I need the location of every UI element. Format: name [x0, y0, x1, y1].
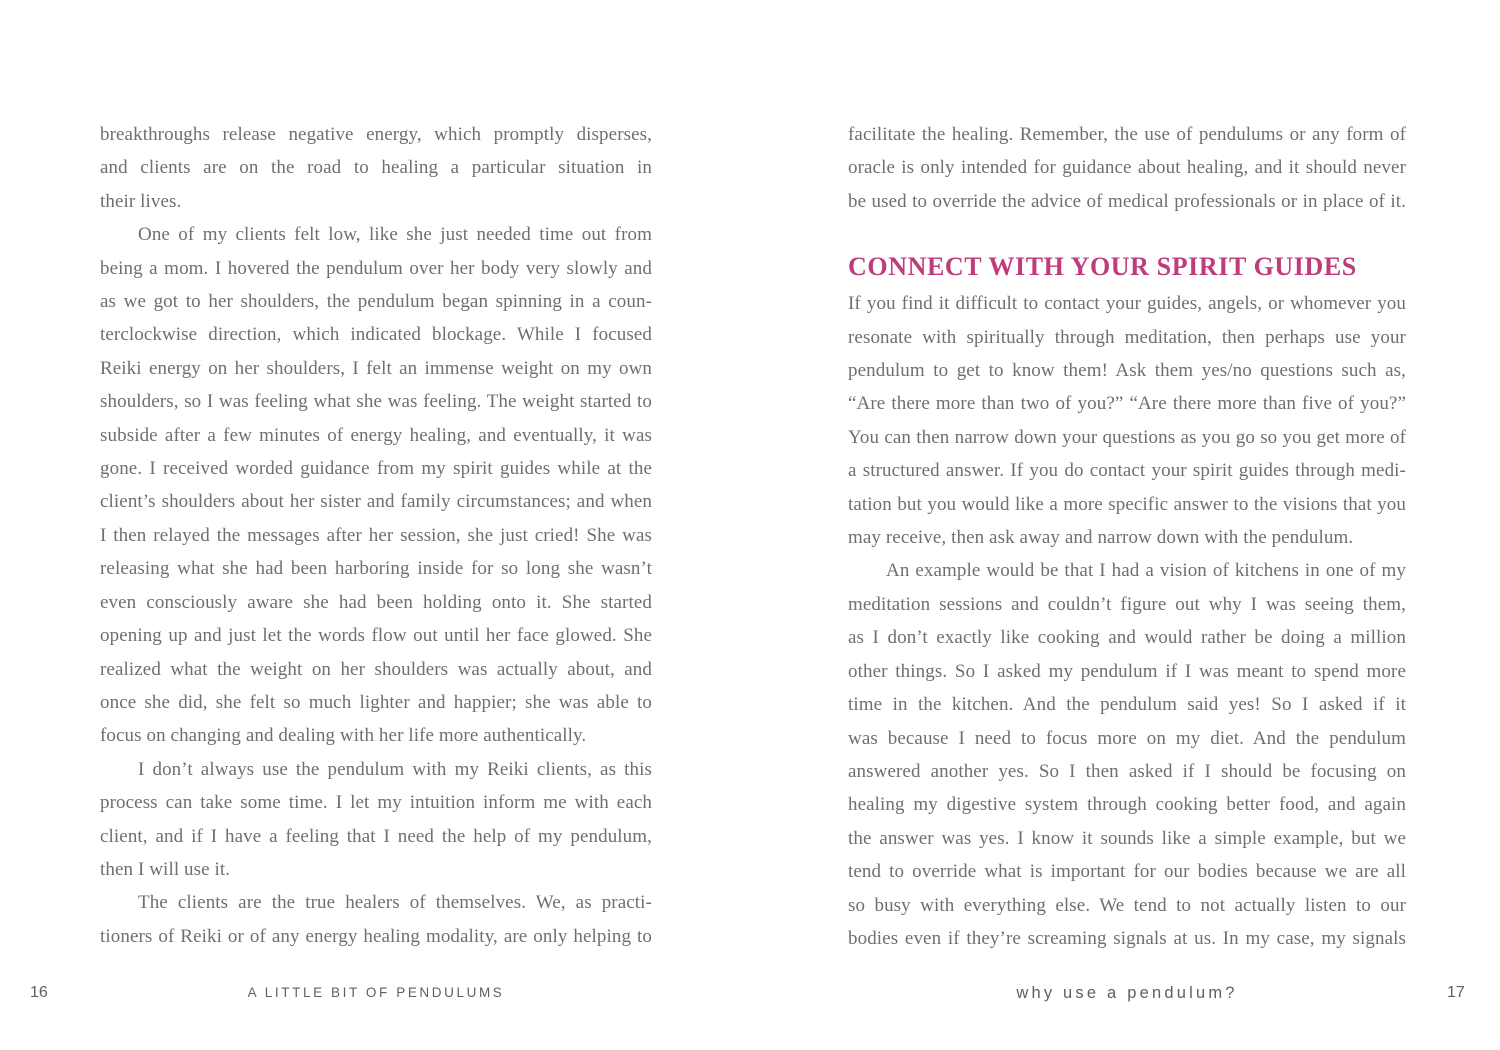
text-line: The clients are the true healers of themselves. We, as practi-	[138, 892, 652, 914]
text-line: tation but you would like a more specific answer to the visions that you	[848, 493, 1406, 515]
text-line: client’s shoulders about her sister and family circumstances; and when	[100, 491, 652, 513]
text-line: pendulum to get to know them! Ask them yes/no questions such as,	[848, 360, 1406, 382]
footer-chapter-title: why use a pendulum?	[1016, 984, 1238, 1002]
text-line: meditation sessions and couldn’t figure out why I was seeing them,	[848, 593, 1406, 615]
text-line: One of my clients felt low, like she just needed time out from	[138, 224, 652, 246]
text-line: releasing what she had been harboring inside for so long she wasn’t	[100, 558, 652, 580]
text-line: terclockwise direction, which indicated blockage. While I focused	[100, 324, 652, 346]
text-line: gone. I received worded guidance from my spirit guides while at the	[100, 458, 652, 480]
text-line: client, and if I have a feeling that I need the help of my pendulum,	[100, 825, 652, 847]
left-page-number: 16	[30, 984, 48, 1001]
text-line: the answer was yes. I know it sounds like a simple example, but we	[848, 827, 1406, 849]
text-line: once she did, she felt so much lighter and happier; she was able to	[100, 691, 652, 713]
text-line: oracle is only intended for guidance about healing, and it should never	[848, 157, 1406, 179]
text-line: breakthroughs release negative energy, which promptly disperses,	[100, 124, 652, 145]
text-line: Reiki energy on her shoulders, I felt an immense weight on my own	[100, 357, 652, 379]
text-line: time in the kitchen. And the pendulum said yes! So I asked if it	[848, 694, 1406, 716]
right-page-paragraph-1	[848, 118, 1406, 218]
footer-book-title: A LITTLE BIT OF PENDULUMS	[247, 985, 505, 1000]
text-line: resonate with spiritually through meditation, then perhaps use your	[848, 326, 1406, 348]
text-line: process can take some time. I let my intuition inform me with each	[100, 792, 652, 814]
text-line: being a mom. I hovered the pendulum over her body very slowly and	[100, 257, 652, 279]
text-line: realized what the weight on her shoulders was actually about, and	[100, 658, 652, 680]
right-page-body	[848, 118, 1406, 955]
text-line: shoulders, so I was feeling what she was feeling. The weight started to	[100, 391, 652, 413]
text-line: their lives.	[100, 190, 182, 212]
text-line: a structured answer. If you do contact your spirit guides through medi-	[848, 460, 1406, 482]
text-line: may receive, then ask away and narrow down with the pendulum.	[848, 527, 1354, 549]
text-line: be used to override the advice of medical professionals or in place of it.	[848, 190, 1406, 212]
text-line: bodies even if they’re screaming signals at us. In my case, my signals	[848, 927, 1406, 949]
text-line: other things. So I asked my pendulum if I was meant to spend more	[848, 660, 1406, 682]
text-line: facilitate the healing. Remember, the use of pendulums or any form of	[848, 124, 1406, 145]
text-line: If you find it difficult to contact your guides, angels, or whomever you	[848, 293, 1406, 315]
text-line: healing my digestive system through cooking better food, and again	[848, 794, 1406, 816]
text-line: as I don’t exactly like cooking and would rather be doing a million	[848, 627, 1406, 649]
text-line: focus on changing and dealing with her life more authentically.	[100, 725, 587, 747]
text-line: opening up and just let the words flow out until her face glowed. She	[100, 625, 652, 647]
text-line: An example would be that I had a vision of kitchens in one of my	[886, 560, 1406, 582]
text-line: as we got to her shoulders, the pendulum began spinning in a coun-	[100, 291, 652, 313]
text-line: subside after a few minutes of energy healing, and eventually, it was	[100, 424, 652, 446]
text-line: was because I need to focus more on my diet. And the pendulum	[848, 727, 1406, 749]
text-line: “Are there more than two of you?” “Are there more than five of you?”	[848, 393, 1406, 415]
text-line: I then relayed the messages after her session, she just cried! She was	[100, 524, 652, 546]
text-line: You can then narrow down your questions as you go so you get more of	[848, 426, 1406, 448]
text-line: even consciously aware she had been holding onto it. She started	[100, 591, 652, 613]
right-page-number: 17	[1447, 984, 1465, 1001]
text-line: so busy with everything else. We tend to not actually listen to our	[848, 894, 1406, 916]
text-line: answered another yes. So I then asked if I should be focusing on	[848, 760, 1406, 782]
text-line: then I will use it.	[100, 858, 231, 880]
text-line: tioners of Reiki or of any energy healing modality, are only helping to	[100, 925, 652, 947]
text-line: I don’t always use the pendulum with my Reiki clients, as this	[138, 758, 652, 780]
text-line: and clients are on the road to healing a particular situation in	[100, 157, 652, 179]
section-heading: CONNECT WITH YOUR SPIRIT GUIDES	[848, 252, 1357, 282]
right-page-paragraph-2	[848, 287, 1406, 955]
text-line: tend to override what is important for our bodies because we are all	[848, 861, 1406, 883]
left-page-body	[100, 118, 652, 953]
